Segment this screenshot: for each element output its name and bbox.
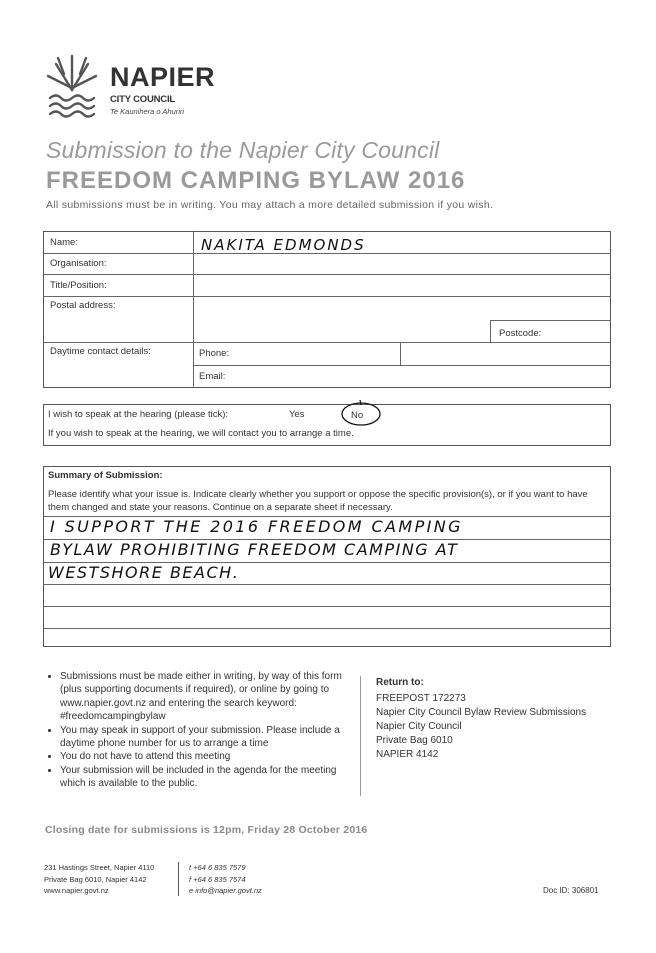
hearing-note: If you wish to speak at the hearing, we will contact you to arrange a time.	[48, 428, 354, 439]
page-title: Submission to the Napier City Council	[46, 137, 440, 163]
summary-line-2[interactable]: BYLAW PROHIBITING FREEDOM CAMPING AT	[50, 540, 459, 559]
email-label: Email:	[199, 371, 226, 382]
title-position-field[interactable]	[196, 277, 608, 295]
footer-divider	[178, 862, 179, 896]
logo-name: NAPIER	[110, 62, 216, 92]
footer-address	[44, 862, 154, 897]
return-line: Private Bag 6010	[376, 735, 453, 746]
email-field[interactable]	[232, 367, 607, 386]
summary-line-3[interactable]: WESTSHORE BEACH.	[48, 563, 240, 582]
phone-field[interactable]	[236, 344, 396, 363]
bullet-item: • You do not have to attend this meeting	[60, 750, 344, 763]
info-bullets	[44, 670, 344, 791]
return-line: Napier City Council Bylaw Review Submissions	[376, 707, 587, 718]
phone-label: Phone:	[199, 348, 230, 359]
logo-tagline: Te Kaunihera o Ahuriri	[110, 107, 185, 116]
summary-instructions: Please identify what your issue is. Indicate clearly whether you support or oppose the specific provision(s), or if you want to have them changed and state your reasons. Continue on a separate sheet if necessary.	[48, 489, 588, 513]
hearing-yes-option[interactable]: Yes	[289, 409, 305, 420]
organisation-label: Organisation:	[50, 258, 107, 269]
summary-line-1[interactable]: I SUPPORT THE 2016 FREEDOM CAMPING	[50, 517, 463, 536]
postcode-label: Postcode:	[499, 328, 542, 339]
hearing-no-option[interactable]: No	[351, 410, 364, 421]
return-heading: Return to:	[376, 677, 424, 688]
doc-id: Doc ID: 306801	[543, 886, 599, 895]
postal-address-field[interactable]	[196, 298, 486, 340]
logo-council: CITY COUNCIL	[110, 94, 175, 105]
napier-logo-icon	[44, 52, 100, 122]
return-to-block	[376, 676, 586, 762]
footer-website-link[interactable]: www.napier.govt.nz	[44, 886, 109, 895]
postal-address-label: Postal address:	[50, 300, 116, 311]
organisation-field[interactable]	[196, 255, 608, 273]
return-line: Napier City Council	[376, 721, 462, 732]
bullet-item: • You may speak in support of your submission. Please include a daytime phone number for us to arrange a time	[60, 724, 344, 751]
return-line: FREEPOST 172273	[376, 693, 466, 704]
footer-email-link[interactable]: e info@napier.govt.nz	[189, 886, 262, 895]
daytime-contact-label: Daytime contact details:	[50, 346, 151, 357]
summary-heading: Summary of Submission:	[48, 470, 163, 481]
bullet-item: • Your submission will be included in the agenda for the meeting which is available to the public.	[60, 764, 344, 791]
page-subtitle: FREEDOM CAMPING BYLAW 2016	[46, 167, 466, 194]
footer-address-line: Private Bag 6010, Napier 4142	[44, 874, 147, 884]
footer-fax: f +64 6 835 7574	[189, 874, 246, 884]
footer-phone: t +64 6 835 7579	[189, 863, 246, 872]
name-field[interactable]: NAKITA EDMONDS	[201, 236, 366, 254]
intro-text: All submissions must be in writing. You may attach a more detailed submission if you wish.	[46, 199, 494, 211]
footer-address-line: 231 Hastings Street, Napier 4110	[44, 863, 155, 872]
hearing-question: I wish to speak at the hearing (please tick):	[48, 409, 229, 420]
name-label: Name:	[50, 237, 78, 248]
return-line: NAPIER 4142	[376, 749, 439, 760]
return-divider	[360, 676, 361, 796]
bullet-item: • Submissions must be made either in writing, by way of this form (plus supporting documents if required), or online by going to www.napier.govt.nz and entering the search keyword: #freedomcampingbylaw	[60, 670, 344, 724]
title-position-label: Title/Position:	[50, 280, 107, 291]
closing-date: Closing date for submissions is 12pm, Friday 28 October 2016	[45, 824, 368, 836]
footer-contact	[189, 862, 262, 897]
